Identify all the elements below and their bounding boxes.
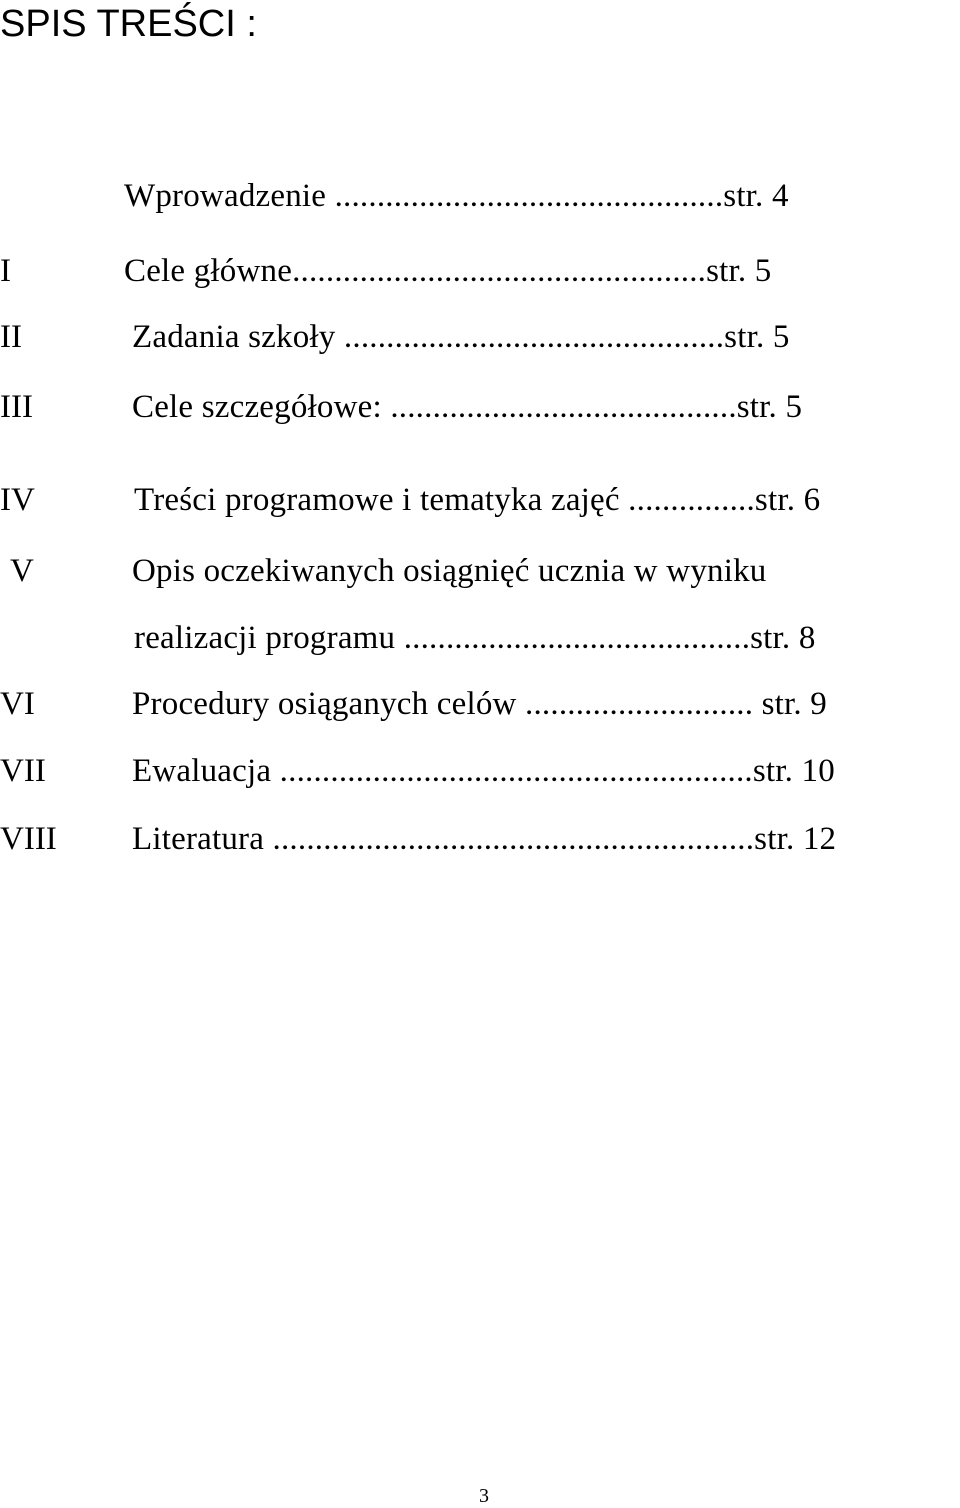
toc-entry-number: I <box>0 253 11 289</box>
toc-entry-text: Zadania szkoły .............................................str. 5 <box>132 319 790 355</box>
toc-entry-text: Opis oczekiwanych osiągnięć ucznia w wyniku <box>132 553 767 589</box>
toc-entry-text: Wprowadzenie ..............................................str. 4 <box>124 178 789 214</box>
toc-entry-text: Ewaluacja ........................................................str. 10 <box>132 753 835 789</box>
toc-entry-text: Procedury osiąganych celów ........................... str. 9 <box>132 686 828 722</box>
toc-entry-number: VII <box>0 753 46 789</box>
page-title: SPIS TREŚCI : <box>0 3 257 45</box>
toc-entry-number: III <box>0 389 33 425</box>
page-number: 3 <box>479 1485 489 1507</box>
toc-entry-text: Treści programowe i tematyka zajęć ...............str. 6 <box>134 482 821 518</box>
toc-entry-text: Literatura .........................................................str. 12 <box>132 821 837 857</box>
toc-entry-number: IV <box>0 482 35 518</box>
toc-entry-text: realizacji programu .........................................str. 8 <box>134 620 816 656</box>
toc-entry-number: II <box>0 319 22 355</box>
toc-entry-number: VI <box>0 686 35 722</box>
toc-entry-text: Cele główne.................................................str. 5 <box>124 253 772 289</box>
toc-entry-number: VIII <box>0 821 57 857</box>
toc-entry-text: Cele szczegółowe: .........................................str. 5 <box>132 389 803 425</box>
toc-entry-number: V <box>10 553 34 589</box>
